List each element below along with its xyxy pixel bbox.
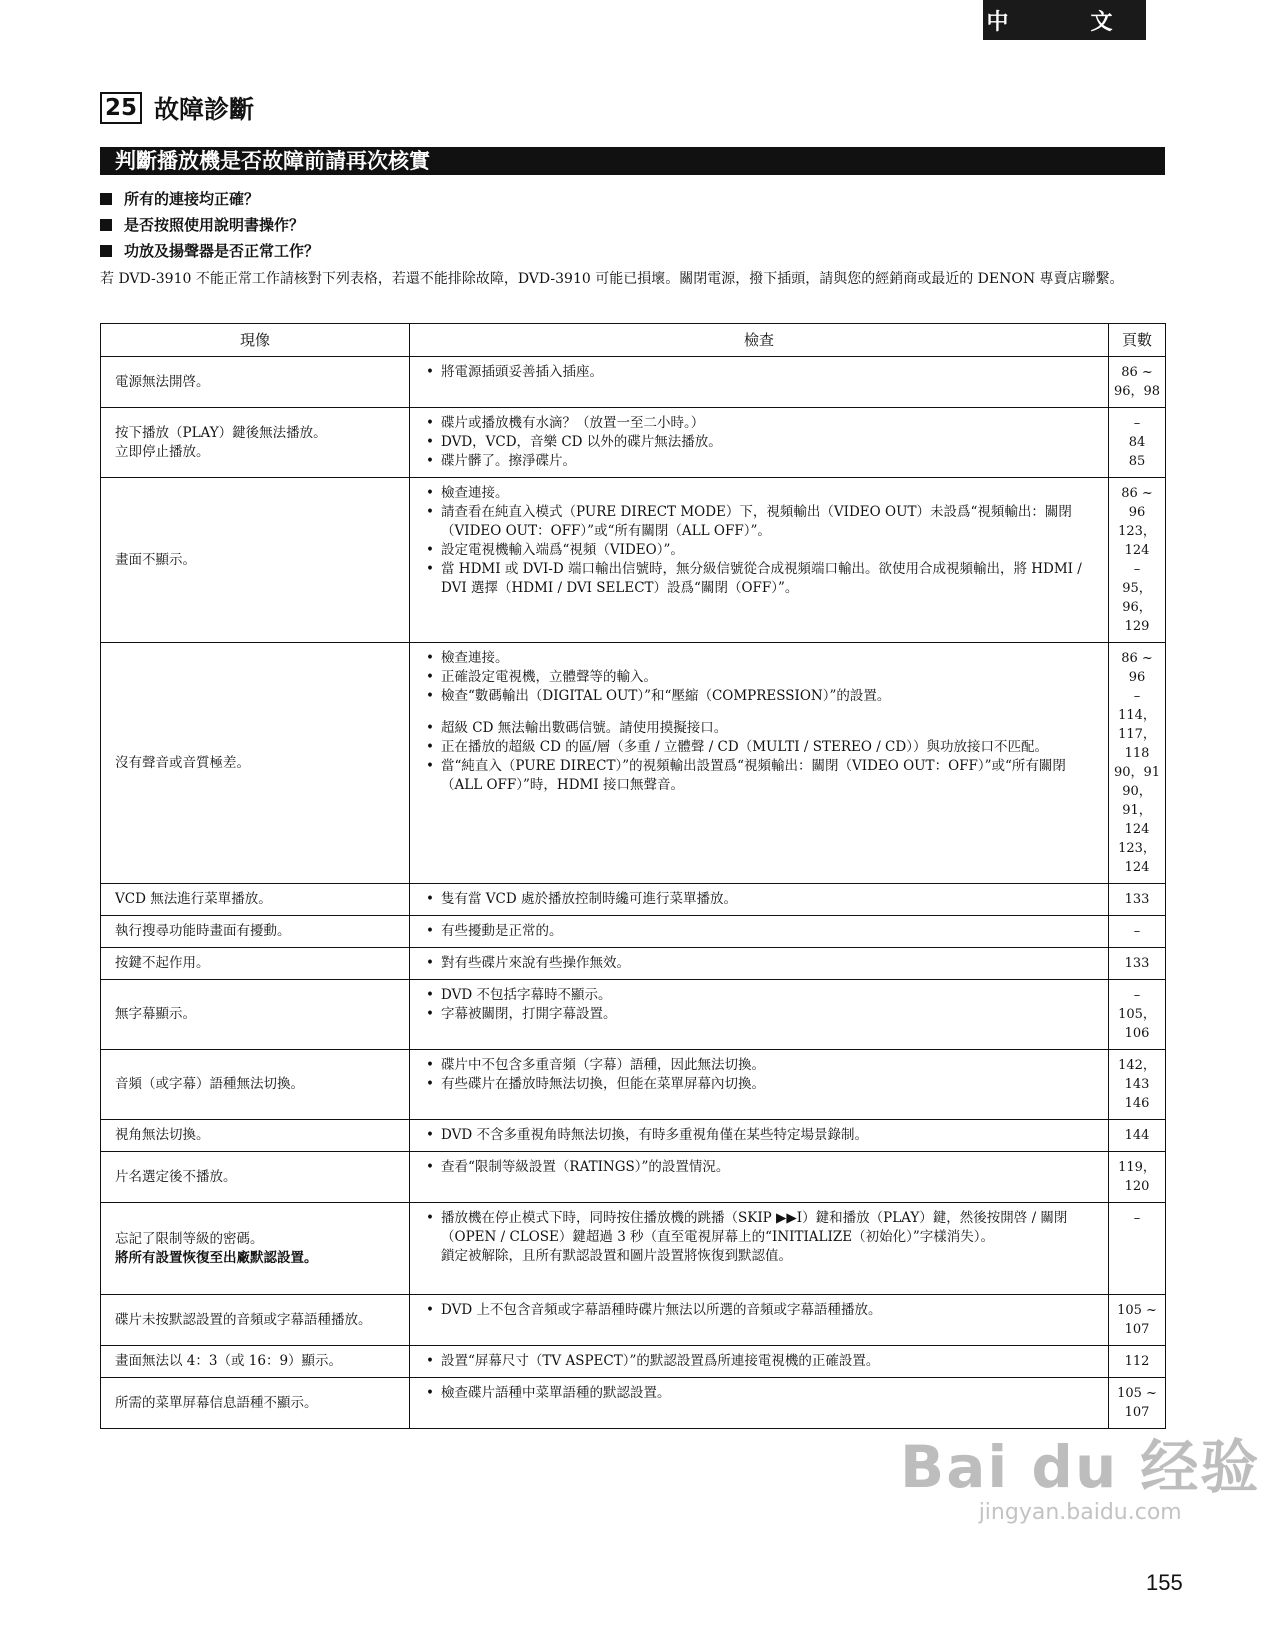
- check-cell: • 碟片或播放機有水滴？（放置一至二小時。） • DVD，VCD，音樂 CD 以外的碟片無法播放。 • 碟片髒了。擦淨碟片。: [410, 408, 1109, 478]
- pages-cell: 86 ~ 96 123，124 – 95，96， 129: [1109, 478, 1166, 643]
- symptom-cell: 沒有聲音或音質極差。: [101, 643, 410, 884]
- page-number: 155: [1146, 1570, 1183, 1595]
- symptom-cell: 畫面不顯示。: [101, 478, 410, 643]
- symptom-cell: 執行搜尋功能時畫面有擾動。: [101, 916, 410, 948]
- table-row: [101, 408, 1166, 478]
- check-cell: • 播放機在停止模式下時，同時按住播放機的跳播（SKIP ▶▶I）鍵和播放（PLAY）鍵，然後按開啓 / 關閉（OPEN / CLOSE）鍵超過 3 秒（直至電視屏幕上的“INITIALIZE（初始化）”字樣消失）。 鎖定被解除，且所有默認設置和圖片設置將恢復到默認值。: [410, 1203, 1109, 1295]
- subsection-bar: 判斷播放機是否故障前請再次核實: [100, 147, 1165, 175]
- symptom-cell: 按鍵不起作用。: [101, 948, 410, 980]
- pages-cell: 119，120: [1109, 1152, 1166, 1203]
- pages-cell: 133: [1109, 884, 1166, 916]
- pages-cell: –: [1109, 1203, 1166, 1295]
- square-bullet-icon: [100, 245, 112, 257]
- table-row: [101, 643, 1166, 884]
- symptom-cell: 碟片未按默認設置的音頻或字幕語種播放。: [101, 1295, 410, 1346]
- watermark-url: jingyan.baidu.com: [978, 1500, 1182, 1525]
- pages-cell: 86 ~ 96，98: [1109, 357, 1166, 408]
- symptom-cell: 片名選定後不播放。: [101, 1152, 410, 1203]
- pre-check-item: 是否按照使用說明書操作？: [100, 212, 319, 238]
- section-number: 25: [100, 92, 142, 124]
- troubleshooting-table: [100, 323, 1166, 1429]
- check-cell: • DVD 不含多重視角時無法切換，有時多重視角僅在某些特定場景錄制。: [410, 1120, 1109, 1152]
- check-cell: • 查看“限制等級設置（RATINGS）”的設置情況。: [410, 1152, 1109, 1203]
- symptom-cell: 音頻（或字幕）語種無法切換。: [101, 1050, 410, 1120]
- table-row: [101, 916, 1166, 948]
- pages-cell: 105 ~ 107: [1109, 1295, 1166, 1346]
- symptom-cell: 畫面無法以 4：3（或 16：9）顯示。: [101, 1346, 410, 1378]
- pages-cell: 142，143 146: [1109, 1050, 1166, 1120]
- table-row: [101, 884, 1166, 916]
- table-row: [101, 1152, 1166, 1203]
- symptom-cell: 電源無法開啓。: [101, 357, 410, 408]
- symptom-cell: 所需的菜單屏幕信息語種不顯示。: [101, 1378, 410, 1429]
- check-cell: • 將電源插頭妥善插入插座。: [410, 357, 1109, 408]
- watermark-logo: Bai du 经验: [900, 1433, 1261, 1501]
- header-check: 檢查: [410, 324, 1109, 357]
- pages-cell: –: [1109, 916, 1166, 948]
- section-heading: [100, 90, 254, 126]
- square-bullet-icon: [100, 219, 112, 231]
- pages-cell: 133: [1109, 948, 1166, 980]
- symptom-cell: VCD 無法進行菜單播放。: [101, 884, 410, 916]
- check-cell: • 碟片中不包含多重音頻（字幕）語種，因此無法切換。 • 有些碟片在播放時無法切換，但能在菜單屏幕內切換。: [410, 1050, 1109, 1120]
- header-symptom: 現像: [101, 324, 410, 357]
- table-row: [101, 478, 1166, 643]
- symptom-cell: 按下播放（PLAY）鍵後無法播放。 立即停止播放。: [101, 408, 410, 478]
- square-bullet-icon: [100, 193, 112, 205]
- symptom-cell: 忘記了限制等級的密碼。 將所有設置恢復至出廠默認設置。: [101, 1203, 410, 1295]
- check-cell: • 檢查連接。 • 正確設定電視機，立體聲等的輸入。 • 檢查“數碼輸出（DIGITAL OUT）”和“壓縮（COMPRESSION）”的設置。 • 超級 CD 無法輸出數碼信號。請使用摸擬接口。 • 正在播放的超級 CD 的區/層（多重 / 立體聲 / CD（MULTI / STEREO / CD））與功放接口不匹配。 • 當“純直入（PURE DIRECT）”的視頻輸出設置爲“視頻輸出：關閉（VIDEO OUT：OFF）”或“所有關閉（ALL OFF）”時，HDMI 接口無聲音。: [410, 643, 1109, 884]
- pages-cell: 86 ~ 96 – 114，117， 118 90，91 90，91， 124 123，124: [1109, 643, 1166, 884]
- pre-check-item: 所有的連接均正確？: [100, 186, 319, 212]
- symptom-cell: 無字幕顯示。: [101, 980, 410, 1050]
- header-pages: 頁數: [1109, 324, 1166, 357]
- check-cell: • 有些擾動是正常的。: [410, 916, 1109, 948]
- language-tab: 中 文: [983, 0, 1146, 40]
- section-title: 故障診斷: [154, 95, 255, 124]
- pages-cell: 105 ~ 107: [1109, 1378, 1166, 1429]
- table-row: [101, 1295, 1166, 1346]
- table-row: [101, 980, 1166, 1050]
- check-cell: • DVD 上不包含音頻或字幕語種時碟片無法以所選的音頻或字幕語種播放。: [410, 1295, 1109, 1346]
- symptom-cell: 視角無法切換。: [101, 1120, 410, 1152]
- check-cell: • 檢查連接。 • 請查看在純直入模式（PURE DIRECT MODE）下，視頻輸出（VIDEO OUT）未設爲“視頻輸出：關閉（VIDEO OUT：OFF）”或“所有關閉（ALL OFF）”。 • 設定電視機輸入端爲“視頻（VIDEO）”。 • 當 HDMI 或 DVI-D 端口輸出信號時，無分級信號從合成視頻端口輸出。欲使用合成視頻輸出，將 HDMI / DVI 選擇（HDMI / DVI SELECT）設爲“關閉（OFF）”。: [410, 478, 1109, 643]
- pre-check-list: [100, 186, 319, 264]
- pre-check-item: 功放及揚聲器是否正常工作？: [100, 238, 319, 264]
- check-cell: • 設置“屏幕尺寸（TV ASPECT）”的默認設置爲所連接電視機的正確設置。: [410, 1346, 1109, 1378]
- table-header-row: [101, 324, 1166, 357]
- table-row: [101, 1050, 1166, 1120]
- check-cell: • DVD 不包括字幕時不顯示。 • 字幕被關閉，打開字幕設置。: [410, 980, 1109, 1050]
- table-row: [101, 1120, 1166, 1152]
- check-cell: • 檢查碟片語種中菜單語種的默認設置。: [410, 1378, 1109, 1429]
- pages-cell: – 84 85: [1109, 408, 1166, 478]
- pages-cell: 112: [1109, 1346, 1166, 1378]
- intro-paragraph: 若 DVD-3910 不能正常工作請核對下列表格，若還不能排除故障，DVD-3910 可能已損壞。關閉電源，撥下插頭，請與您的經銷商或最近的 DENON 專賣店聯繫。: [100, 271, 1124, 287]
- watermark: [900, 1420, 1260, 1525]
- table-row: [101, 1203, 1166, 1295]
- table-row: [101, 357, 1166, 408]
- pages-cell: 144: [1109, 1120, 1166, 1152]
- table-row: [101, 1346, 1166, 1378]
- check-cell: • 隻有當 VCD 處於播放控制時纔可進行菜單播放。: [410, 884, 1109, 916]
- pages-cell: – 105，106: [1109, 980, 1166, 1050]
- check-cell: • 對有些碟片來說有些操作無效。: [410, 948, 1109, 980]
- table-row: [101, 948, 1166, 980]
